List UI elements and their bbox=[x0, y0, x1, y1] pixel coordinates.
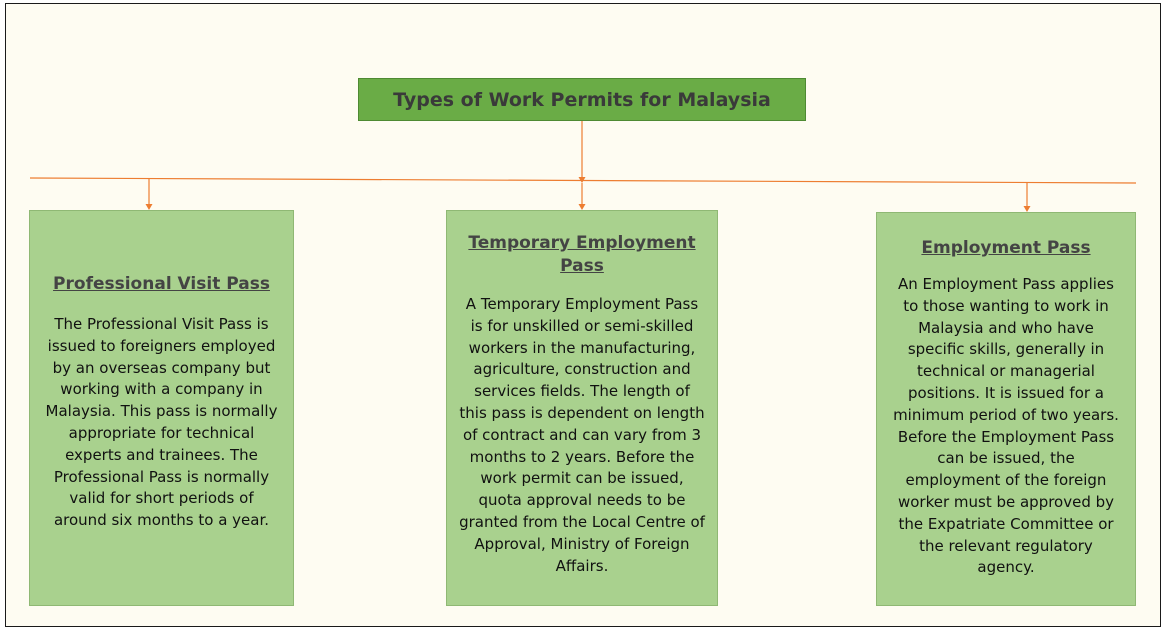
card-heading: Temporary Employment Pass bbox=[468, 233, 696, 276]
diagram-title: Types of Work Permits for Malaysia bbox=[393, 88, 771, 111]
card-heading: Professional Visit Pass bbox=[53, 274, 270, 294]
card-temporary-employment-pass bbox=[446, 210, 718, 606]
card-body: A Temporary Employment Pass is for unskilled or semi-skilled workers in the manufacturing, agriculture, construction and services fields. The length of this pass is dependent on length of contract and can vary from 3 months to 2 years. Before the work permit can be issued, quota approval needs to be granted from the Local Centre of Approval, Ministry of Foreign Affairs. bbox=[459, 295, 705, 575]
card-body: An Employment Pass applies to those wanting to work in Malaysia and who have specific skills, generally in technical or managerial positions. It is issued for a minimum period of two years. Before the Employment Pass can be issued, the employment of the foreign worker must be approved by the Expatriate Committee or the relevant regulatory agency. bbox=[893, 275, 1119, 577]
card-body: The Professional Visit Pass is issued to foreigners employed by an overseas company but working with a company in Malaysia. This pass is normally appropriate for technical experts and trainees. The Professional Pass is normally valid for short periods of around six months to a year. bbox=[45, 315, 278, 530]
card-professional-visit-pass bbox=[29, 210, 294, 606]
card-employment-pass bbox=[876, 212, 1136, 606]
card-heading: Employment Pass bbox=[921, 238, 1091, 258]
diagram-title-box bbox=[358, 78, 806, 121]
